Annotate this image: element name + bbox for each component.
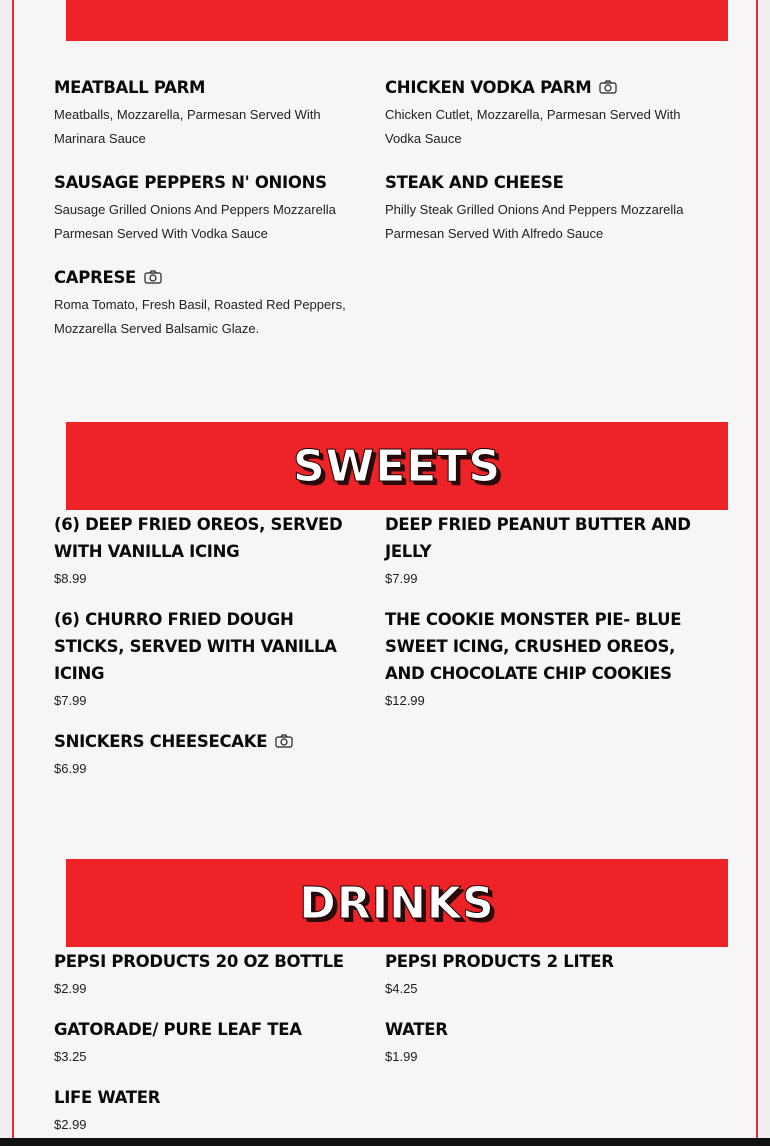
item-name: SNICKERS CHEESECAKE [54,732,268,751]
item-description: Roma Tomato, Fresh Basil, Roasted Red Peppers, Mozzarella Served Balsamic Glaze. [54,297,346,336]
sweets-banner [66,422,728,510]
item-name: CAPRESE [54,268,137,287]
item-description: Meatballs, Mozzarella, Parmesan Served With Marinara Sauce [54,107,321,146]
item-price: $4.25 [385,981,418,996]
menu-item[interactable] [54,606,364,713]
menu-item[interactable] [54,728,364,781]
menu-item[interactable] [385,1016,695,1069]
item-name: SAUSAGE PEPPERS N' ONIONS [54,173,327,192]
camera-icon[interactable] [144,270,162,284]
item-price: $2.99 [54,981,87,996]
camera-icon[interactable] [599,80,617,94]
menu-item[interactable] [54,948,364,1001]
item-name: (6) CHURRO FRIED DOUGH STICKS, SERVED WITH VANILLA ICING [54,610,337,683]
menu-item[interactable] [54,1084,364,1137]
menu-item[interactable] [385,948,695,1001]
menu-item[interactable] [385,169,695,246]
section-title: DRINKS [299,877,495,929]
item-name: WATER [385,1020,448,1039]
item-name: THE COOKIE MONSTER PIE- BLUE SWEET ICING, CRUSHED OREOS, AND CHOCOLATE CHIP COOKIES [385,610,682,683]
camera-icon[interactable] [275,734,293,748]
item-price: $12.99 [385,693,425,708]
item-description: Philly Steak Grilled Onions And Peppers Mozzarella Parmesan Served With Alfredo Sauce [385,202,684,241]
item-price: $3.25 [54,1049,87,1064]
item-name: MEATBALL PARM [54,78,206,97]
item-price: $1.99 [385,1049,418,1064]
menu-item[interactable] [385,511,695,591]
item-description: Sausage Grilled Onions And Peppers Mozzarella Parmesan Served With Vodka Sauce [54,202,336,241]
section-title: SWEETS [292,440,502,492]
item-price: $7.99 [54,693,87,708]
item-name: CHICKEN VODKA PARM [385,78,592,97]
menu-item[interactable] [54,264,364,341]
bottom-edge-bar [0,1138,770,1146]
drinks-banner [66,859,728,947]
top-section-banner [66,0,728,41]
item-name: PEPSI PRODUCTS 20 OZ BOTTLE [54,952,344,971]
item-name: GATORADE/ PURE LEAF TEA [54,1020,302,1039]
menu-item[interactable] [54,1016,364,1069]
item-description: Chicken Cutlet, Mozzarella, Parmesan Served With Vodka Sauce [385,107,681,146]
menu-item[interactable] [54,169,364,246]
item-name: PEPSI PRODUCTS 2 LITER [385,952,614,971]
item-name: LIFE WATER [54,1088,161,1107]
item-price: $7.99 [385,571,418,586]
item-name: (6) DEEP FRIED OREOS, SERVED WITH VANILLA ICING [54,515,343,561]
menu-item[interactable] [54,74,364,151]
item-name: STEAK AND CHEESE [385,173,564,192]
menu-item[interactable] [385,606,695,713]
item-price: $8.99 [54,571,87,586]
menu-item[interactable] [385,74,695,151]
menu-item[interactable] [54,511,364,591]
item-price: $6.99 [54,761,87,776]
item-price: $2.99 [54,1117,87,1132]
item-name: DEEP FRIED PEANUT BUTTER AND JELLY [385,515,691,561]
